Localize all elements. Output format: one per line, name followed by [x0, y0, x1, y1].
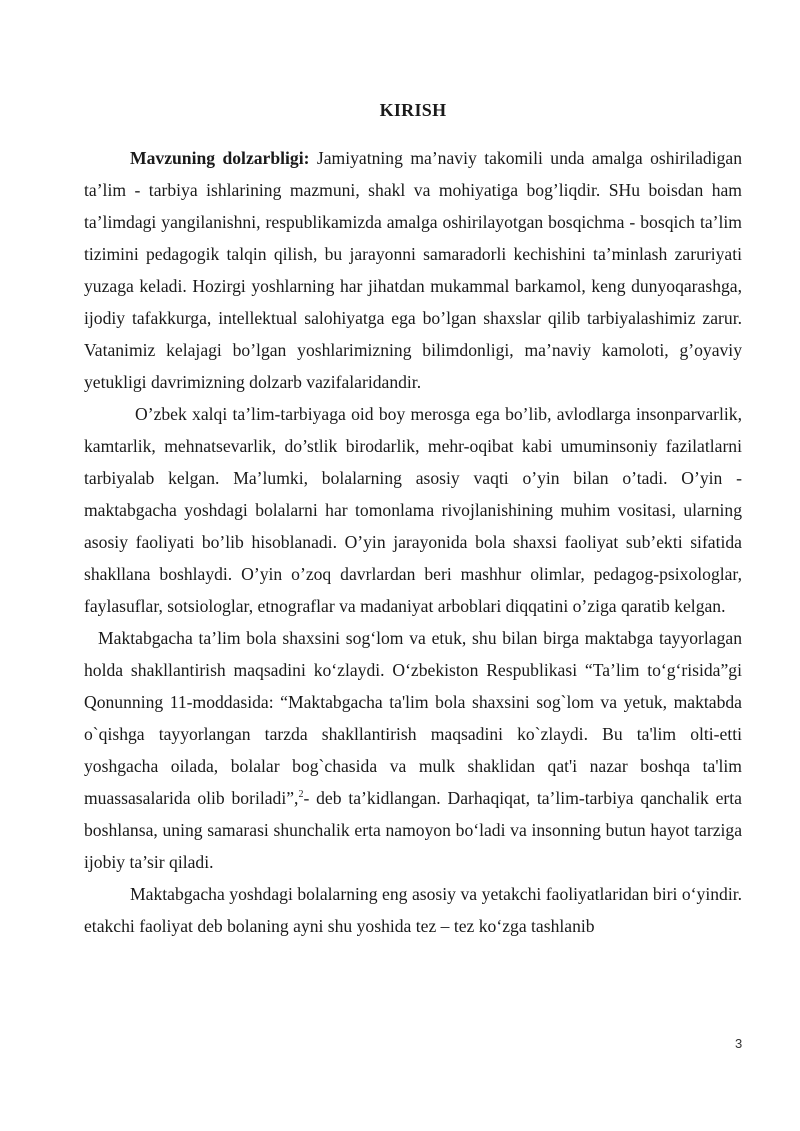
paragraph-leading-activity: [84, 878, 742, 942]
document-page: [84, 0, 742, 1131]
paragraph-text: Maktabgacha ta’lim bola shaxsini sog‘lom va etuk, shu bilan birga maktabga tayyorlagan holda shakllantirish maqsadini ko‘zlaydi. O‘zbekiston Respublikasi “Ta’lim to‘g‘risida”gi Qonunning 11-moddasida: “Maktabgacha ta'lim bola shaxsini sog`lom va yetuk, maktabda o`qishga tayyorlangan tarzda shakllantirish maqsadini ko`zlaydi. Bu ta'lim olti-etti yoshgacha oilada, bolalar bog`chasida va mulk shaklidan qat'i nazar boshqa ta'lim muassasalarida olib boriladi”,: [84, 628, 742, 808]
page-number: 3: [735, 1036, 743, 1051]
paragraph-text: - deb ta’kidlangan. Darhaqiqat, ta’lim-tarbiya qanchalik erta boshlansa, uning samarasi shunchalik erta namoyon bo‘ladi va insonning butun hayot tarziga ijobiy ta’sir qiladi.: [84, 788, 742, 872]
paragraph-text: Maktabgacha yoshdagi bolalarning eng asosiy va yetakchi faoliyatlaridan biri o‘yindir. etakchi faoliyat deb bolaning ayni shu yoshida tez – tez ko‘zga tashlanib: [84, 884, 742, 936]
paragraph-text: Jamiyatning ma’naviy takomili unda amalga oshiriladigan ta’lim - tarbiya ishlarining mazmuni, shakl va mohiyatiga bog’liqdir. SHu boisdan ham ta’limdagi yangilanishni, respublikamizda amalga oshirilayotgan bosqichma - bosqich ta’lim tizimini pedagogik talqin qilish, bu jarayonni samaradorli kechishini ta’minlash zaruriyati yuzaga keladi. Hozirgi yoshlarning har jihatdan mukammal barkamol, keng dunyoqarashga, ijodiy tafakkurga, intellektual salohiyatga ega bo’lgan shaxslar qilib tarbiyalashimiz zarur. Vatanimiz kelajagi bo’lgan yoshlarimizning bilimdonligi, ma’naviy kamoloti, g’oyaviy yetukligi davrimizning dolzarb vazifalaridandir.: [84, 148, 742, 392]
document-body: [84, 142, 742, 942]
paragraph-text: O’zbek xalqi ta’lim-tarbiyaga oid boy merosga ega bo’lib, avlodlarga insonparvarlik, kamtarlik, mehnatsevarlik, do’stlik birodarlik, mehr-oqibat kabi umuminsoniy fazilatlarni tarbiyalab kelgan. Ma’lumki, bolalarning asosiy vaqti o’yin bilan o’tadi. O’yin - maktabgacha yoshdagi bolalarni har tomonlama rivojlanishining muhim vositasi, ularning asosiy faoliyati bo’lib hisoblanadi. O’yin jarayonida bola shaxsi faoliyat sub’ekti sifatida shakllana boshlaydi. O’yin o’zoq davrlardan beri mashhur olimlar, pedagog-psixologlar, faylasuflar, sotsiologlar, etnograflar va madaniyat arboblari diqqatini o’ziga qaratib kelgan.: [84, 404, 742, 616]
paragraph-lead: Mavzuning dolzarbligi:: [130, 148, 310, 168]
paragraph-relevance: [84, 142, 742, 398]
paragraph-heritage: [84, 398, 742, 622]
section-heading: KIRISH: [379, 100, 447, 120]
paragraph-preschool-law: [84, 622, 742, 878]
footnote-marker: 2: [298, 789, 304, 801]
